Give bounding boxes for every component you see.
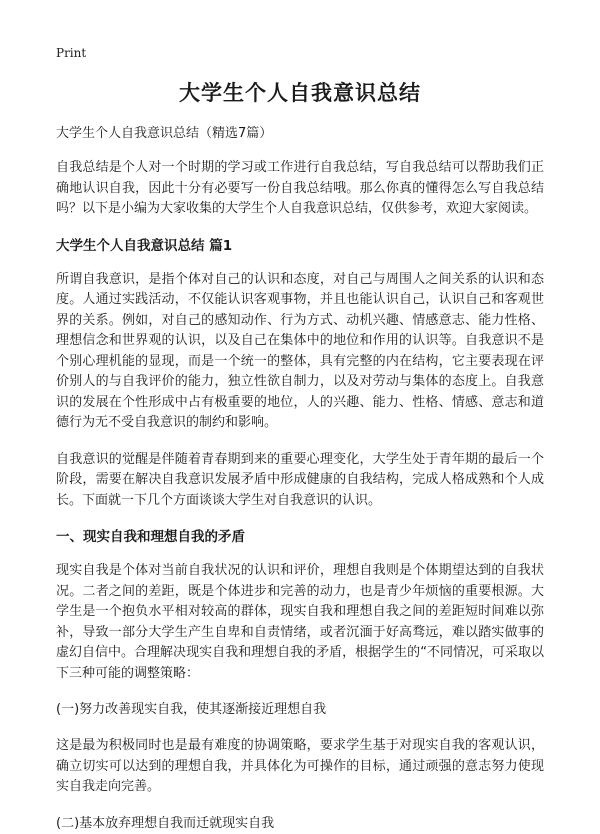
section1-paragraph-1: 所谓自我意识，是指个体对自己的认识和态度，对自己与周围人之间关系的认识和态度。人通过实践活动，不仅能认识客观事物，并且也能认识自己，认识自己和客观世界的关系。例如，对自己的感知动作、行为方式、动机兴趣、情感意志、能力性格、理想信念和世界观的认识，以及自己在集体中的地位和作用的认识等。自我意识不是个别心理机能的显现，而是一个统一的整体，具有完整的内在结构，它主要表现在评价别人的与自我评价的能力，独立性欲自制力，以及对劳动与集体的态度上。自我意识的发展在个性形成中占有极重要的地位，人的兴趣、能力、性格、情感、意志和道德行为无不受自我意识的制约和影响。 — [56, 271, 544, 430]
strategy-1-paragraph: 这是最为积极同时也是最有难度的协调策略，要求学生基于对现实自我的客观认识，确立切实可以达到的理想自我，并具体化为可操作的目标，通过顽强的意志努力使现实自我走向完善。 — [56, 738, 544, 794]
strategy-2-label: (二)基本放弃理想自我而迁就现实自我 — [56, 815, 275, 831]
subsection1-paragraph: 现实自我是个体对当前自我状况的认识和评价，理想自我则是个体期望达到的自我状况。二者之间的差距，既是个体进步和完善的动力，也是青少年烦恼的重要根源。大学生是一个抱负水平相对较高的群体，现实自我和理想自我之间的差距短时间难以弥补，导致一部分大学生产生自卑和自责情绪，或者沉湎于好高骛远，难以踏实做事的虚幻自信中。合理解决现实自我和理想自我的矛盾，根据学生的“不同情况，可采取以下三种可能的调整策略： — [56, 563, 544, 681]
subsection-heading-1: 一、现实自我和理想自我的矛盾 — [56, 529, 245, 545]
document-subtitle: 大学生个人自我意识总结（精选7篇） — [56, 126, 273, 141]
section-heading-1: 大学生个人自我意识总结 篇1 — [56, 237, 233, 254]
section1-paragraph-2: 自我意识的觉醒是伴随着青春期到来的重要心理变化，大学生处于青年期的最后一个阶段，需要在解决自我意识发展矛盾中形成健康的自我结构，完成人格成熟和个人成长。下面就一下几个方面谈谈大学生对自我意识的认识。 — [56, 451, 544, 508]
print-link[interactable]: Print — [56, 46, 87, 60]
intro-paragraph: 自我总结是个人对一个时期的学习或工作进行自我总结，写自我总结可以帮助我们正确地认识自我，因此十分有必要写一份自我总结哦。那么你真的懂得怎么写自我总结吗？以下是小编为大家收集的大学生个人自我意识总结，仅供参考，欢迎大家阅读。 — [56, 160, 544, 216]
strategy-1-label: (一)努力改善现实自我，使其逐渐接近理想自我 — [56, 702, 327, 717]
page-title: 大学生个人自我意识总结 — [179, 81, 421, 105]
